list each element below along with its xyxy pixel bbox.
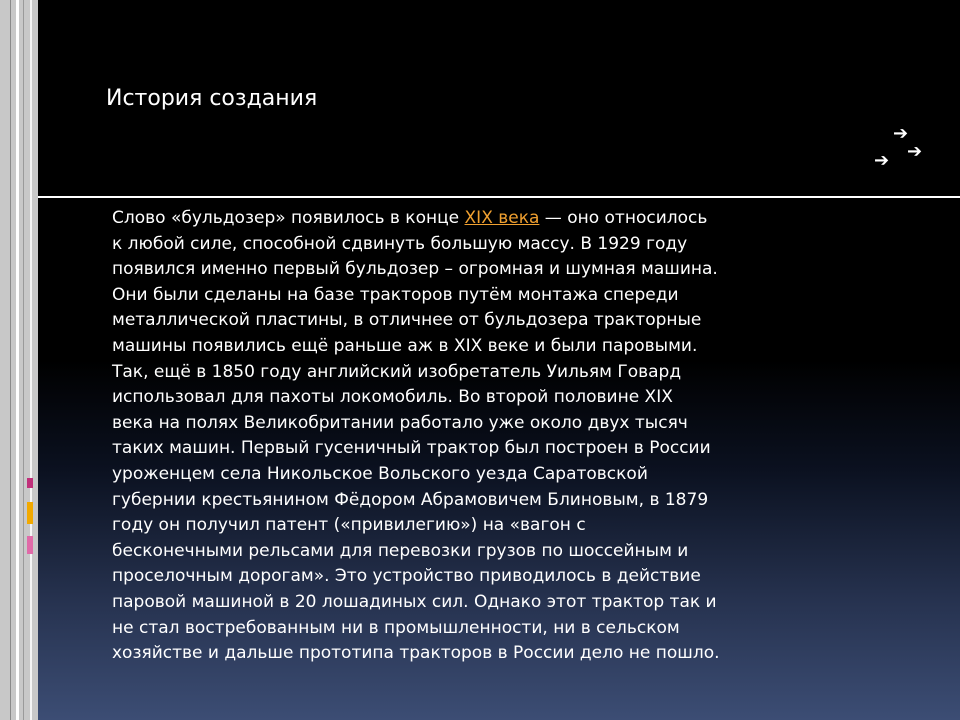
accent-bar-magenta [27, 478, 33, 488]
body-line: бесконечными рельсами для перевозки грузов по шоссейным и [112, 540, 689, 561]
body-line [112, 206, 812, 232]
body-line: не стал востребованным ни в промышленности, ни в сельском [112, 617, 680, 638]
decorative-line [10, 0, 11, 720]
body-line: году он получил патент («привилегию») на «вагон с [112, 515, 586, 536]
arrow-right-icon: ➔ [874, 150, 890, 171]
decorative-line [30, 0, 32, 720]
body-line: металлической пластины, в отличнее от бульдозера тракторные [112, 310, 702, 331]
body-line: проселочным дорогам». Это устройство приводилось в действие [112, 566, 701, 587]
accent-bar-pink [27, 536, 33, 554]
body-line: губернии крестьянином Фёдором Абрамовичем Блиновым, в 1879 [112, 489, 709, 510]
body-line: Так, ещё в 1850 году английский изобретатель Уильям Говард [112, 361, 682, 382]
arrow-right-icon: ➔ [907, 141, 923, 162]
body-line: паровой машиной в 20 лошадиных сил. Однако этот трактор так и [112, 591, 717, 612]
slide-title: История создания [106, 86, 318, 111]
decorative-line [16, 0, 19, 720]
body-line: века на полях Великобритании работало уже около двух тысяч [112, 412, 688, 433]
body-line: использовал для пахоты локомобиль. Во второй половине XIX [112, 387, 673, 408]
body-text-fragment: — оно относилось [539, 208, 708, 228]
body-line: хозяйстве и дальше прототипа тракторов в России дело не пошло. [112, 643, 720, 664]
body-line: появился именно первый бульдозер – огромная и шумная машина. [112, 259, 718, 280]
title-divider [38, 196, 960, 198]
body-line: таких машин. Первый гусеничный трактор был построен в России [112, 438, 711, 459]
left-decorative-strip [0, 0, 38, 720]
body-line: уроженцем села Никольское Вольского уезда Саратовской [112, 463, 648, 484]
accent-bar-orange [27, 502, 33, 524]
body-line: Они были сделаны на базе тракторов путём монтажа спереди [112, 284, 679, 305]
body-text-fragment: Слово «бульдозер» появилось в конце [112, 208, 465, 228]
body-line: машины появились ещё раньше аж в XIX веке и были паровыми. [112, 335, 698, 356]
xix-century-link[interactable]: XIX века [464, 208, 540, 228]
body-line: к любой силе, способной сдвинуть большую массу. В 1929 году [112, 233, 688, 254]
decorative-line [23, 0, 24, 720]
arrow-right-icon: ➔ [893, 123, 909, 144]
body-text [112, 206, 812, 667]
